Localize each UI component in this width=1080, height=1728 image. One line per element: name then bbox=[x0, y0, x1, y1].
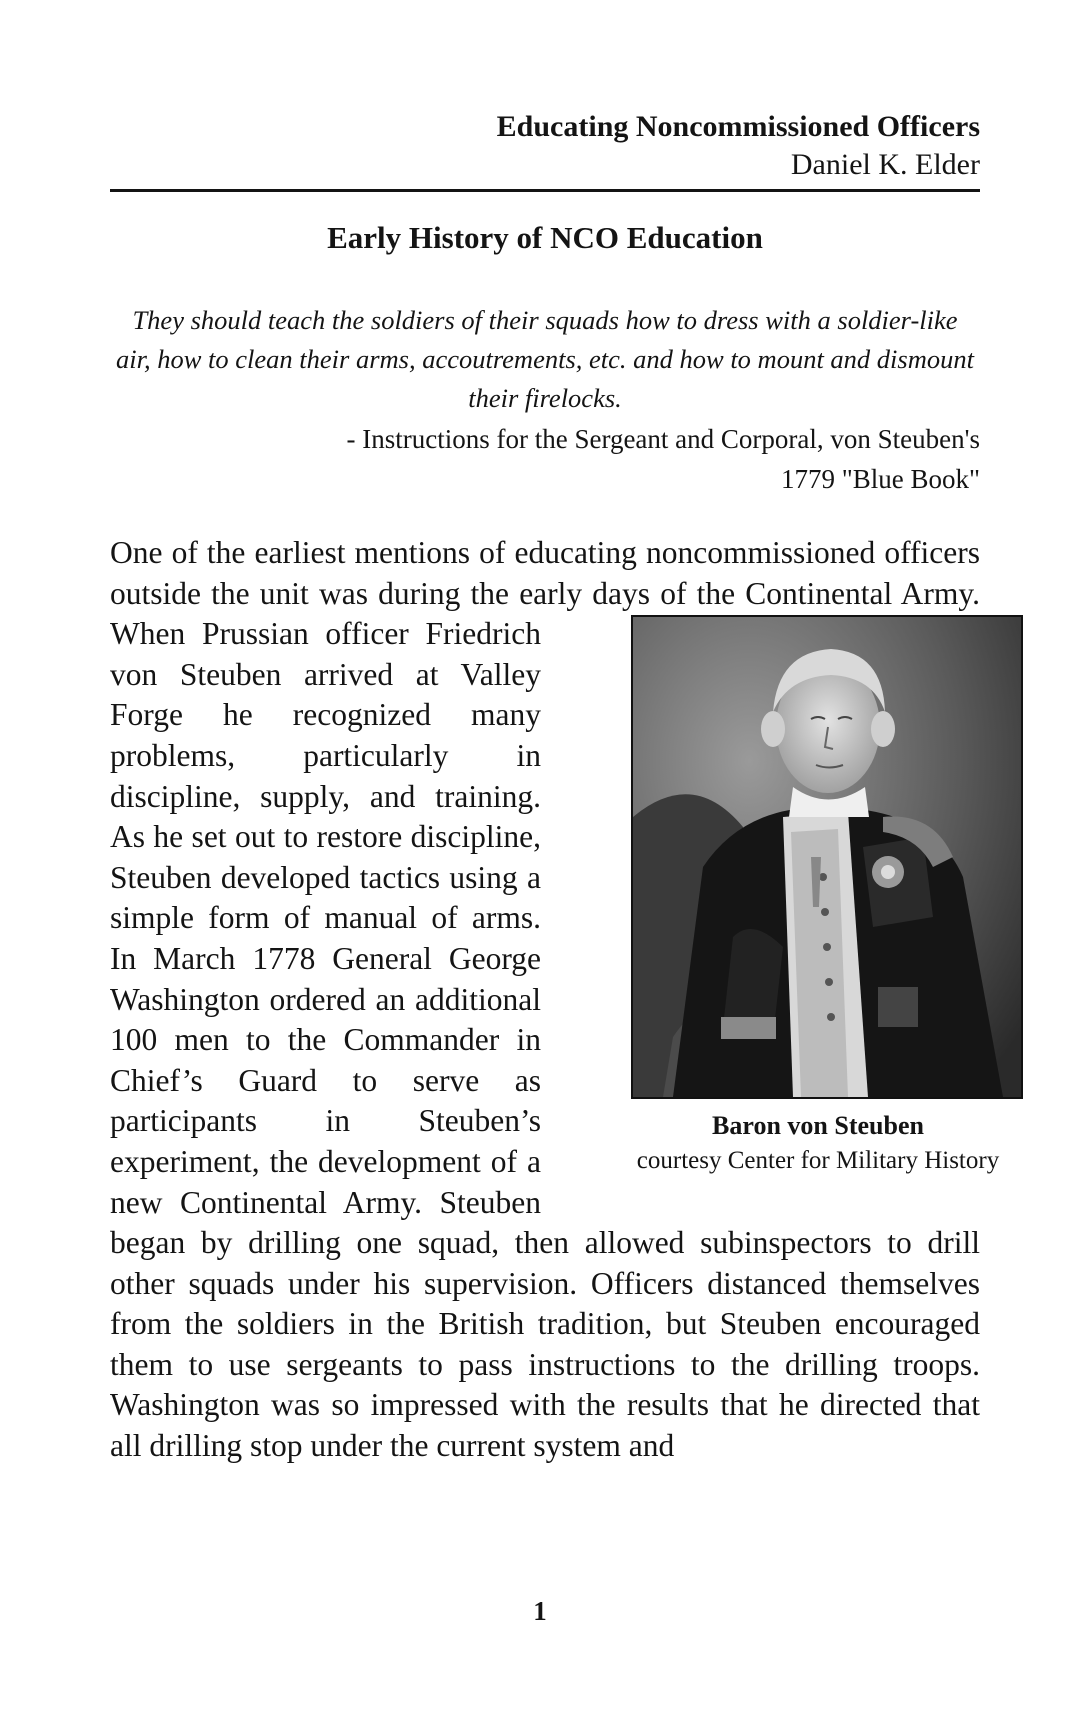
caption-title: Baron von Steuben bbox=[712, 1111, 924, 1140]
header-divider bbox=[110, 189, 980, 192]
page-number: 1 bbox=[533, 1596, 547, 1626]
body-paragraph: One of the earliest mentions of educating noncommissioned officers outside the unit was during the early days of the Continental Army. When Prussian officer Friedrich von Steuben arrived at Valley Forge he recognized many problems, particularly in discipline, supply, and training. As he set out to restore discipline, Steuben developed tactics using a simple form of manual of arms. In March 1778 General George Washington ordered an additional 100 men to the Commander in Chief’s Guard to serve as participants in Steuben’s experiment, the development of a new Continental Army. Steuben began by drilling one squad, then allowed subinspectors to drill other squads under his supervision. Officers distanced themselves from the soldiers in the British tradition, but Steuben encouraged them to use sergeants to pass instructions to the drilling troops. Washington was so impressed with the results that he directed that all drilling stop under the current system and bbox=[110, 535, 980, 1464]
body-text bbox=[110, 533, 1000, 1467]
portrait-image bbox=[631, 615, 1023, 1099]
portrait-figure bbox=[555, 615, 1000, 1193]
epigraph-attribution: - Instructions for the Sergeant and Corporal, von Steuben's 1779 "Blue Book" bbox=[346, 424, 980, 494]
portrait-caption bbox=[608, 1108, 1028, 1178]
epigraph-quote: They should teach the soldiers of their squads how to dress with a soldier-like air, how to clean their arms, accoutrements, etc. and how to mount and dismount their firelocks. bbox=[115, 305, 974, 413]
caption-credit: courtesy Center for Military History bbox=[636, 1147, 1000, 1174]
portrait-illustration bbox=[633, 617, 1021, 1097]
header-author: Daniel K. Elder bbox=[790, 148, 980, 181]
section-title: Early History of NCO Education bbox=[327, 220, 763, 255]
header-title: Educating Noncommissioned Officers bbox=[496, 110, 980, 143]
running-header bbox=[110, 108, 980, 184]
